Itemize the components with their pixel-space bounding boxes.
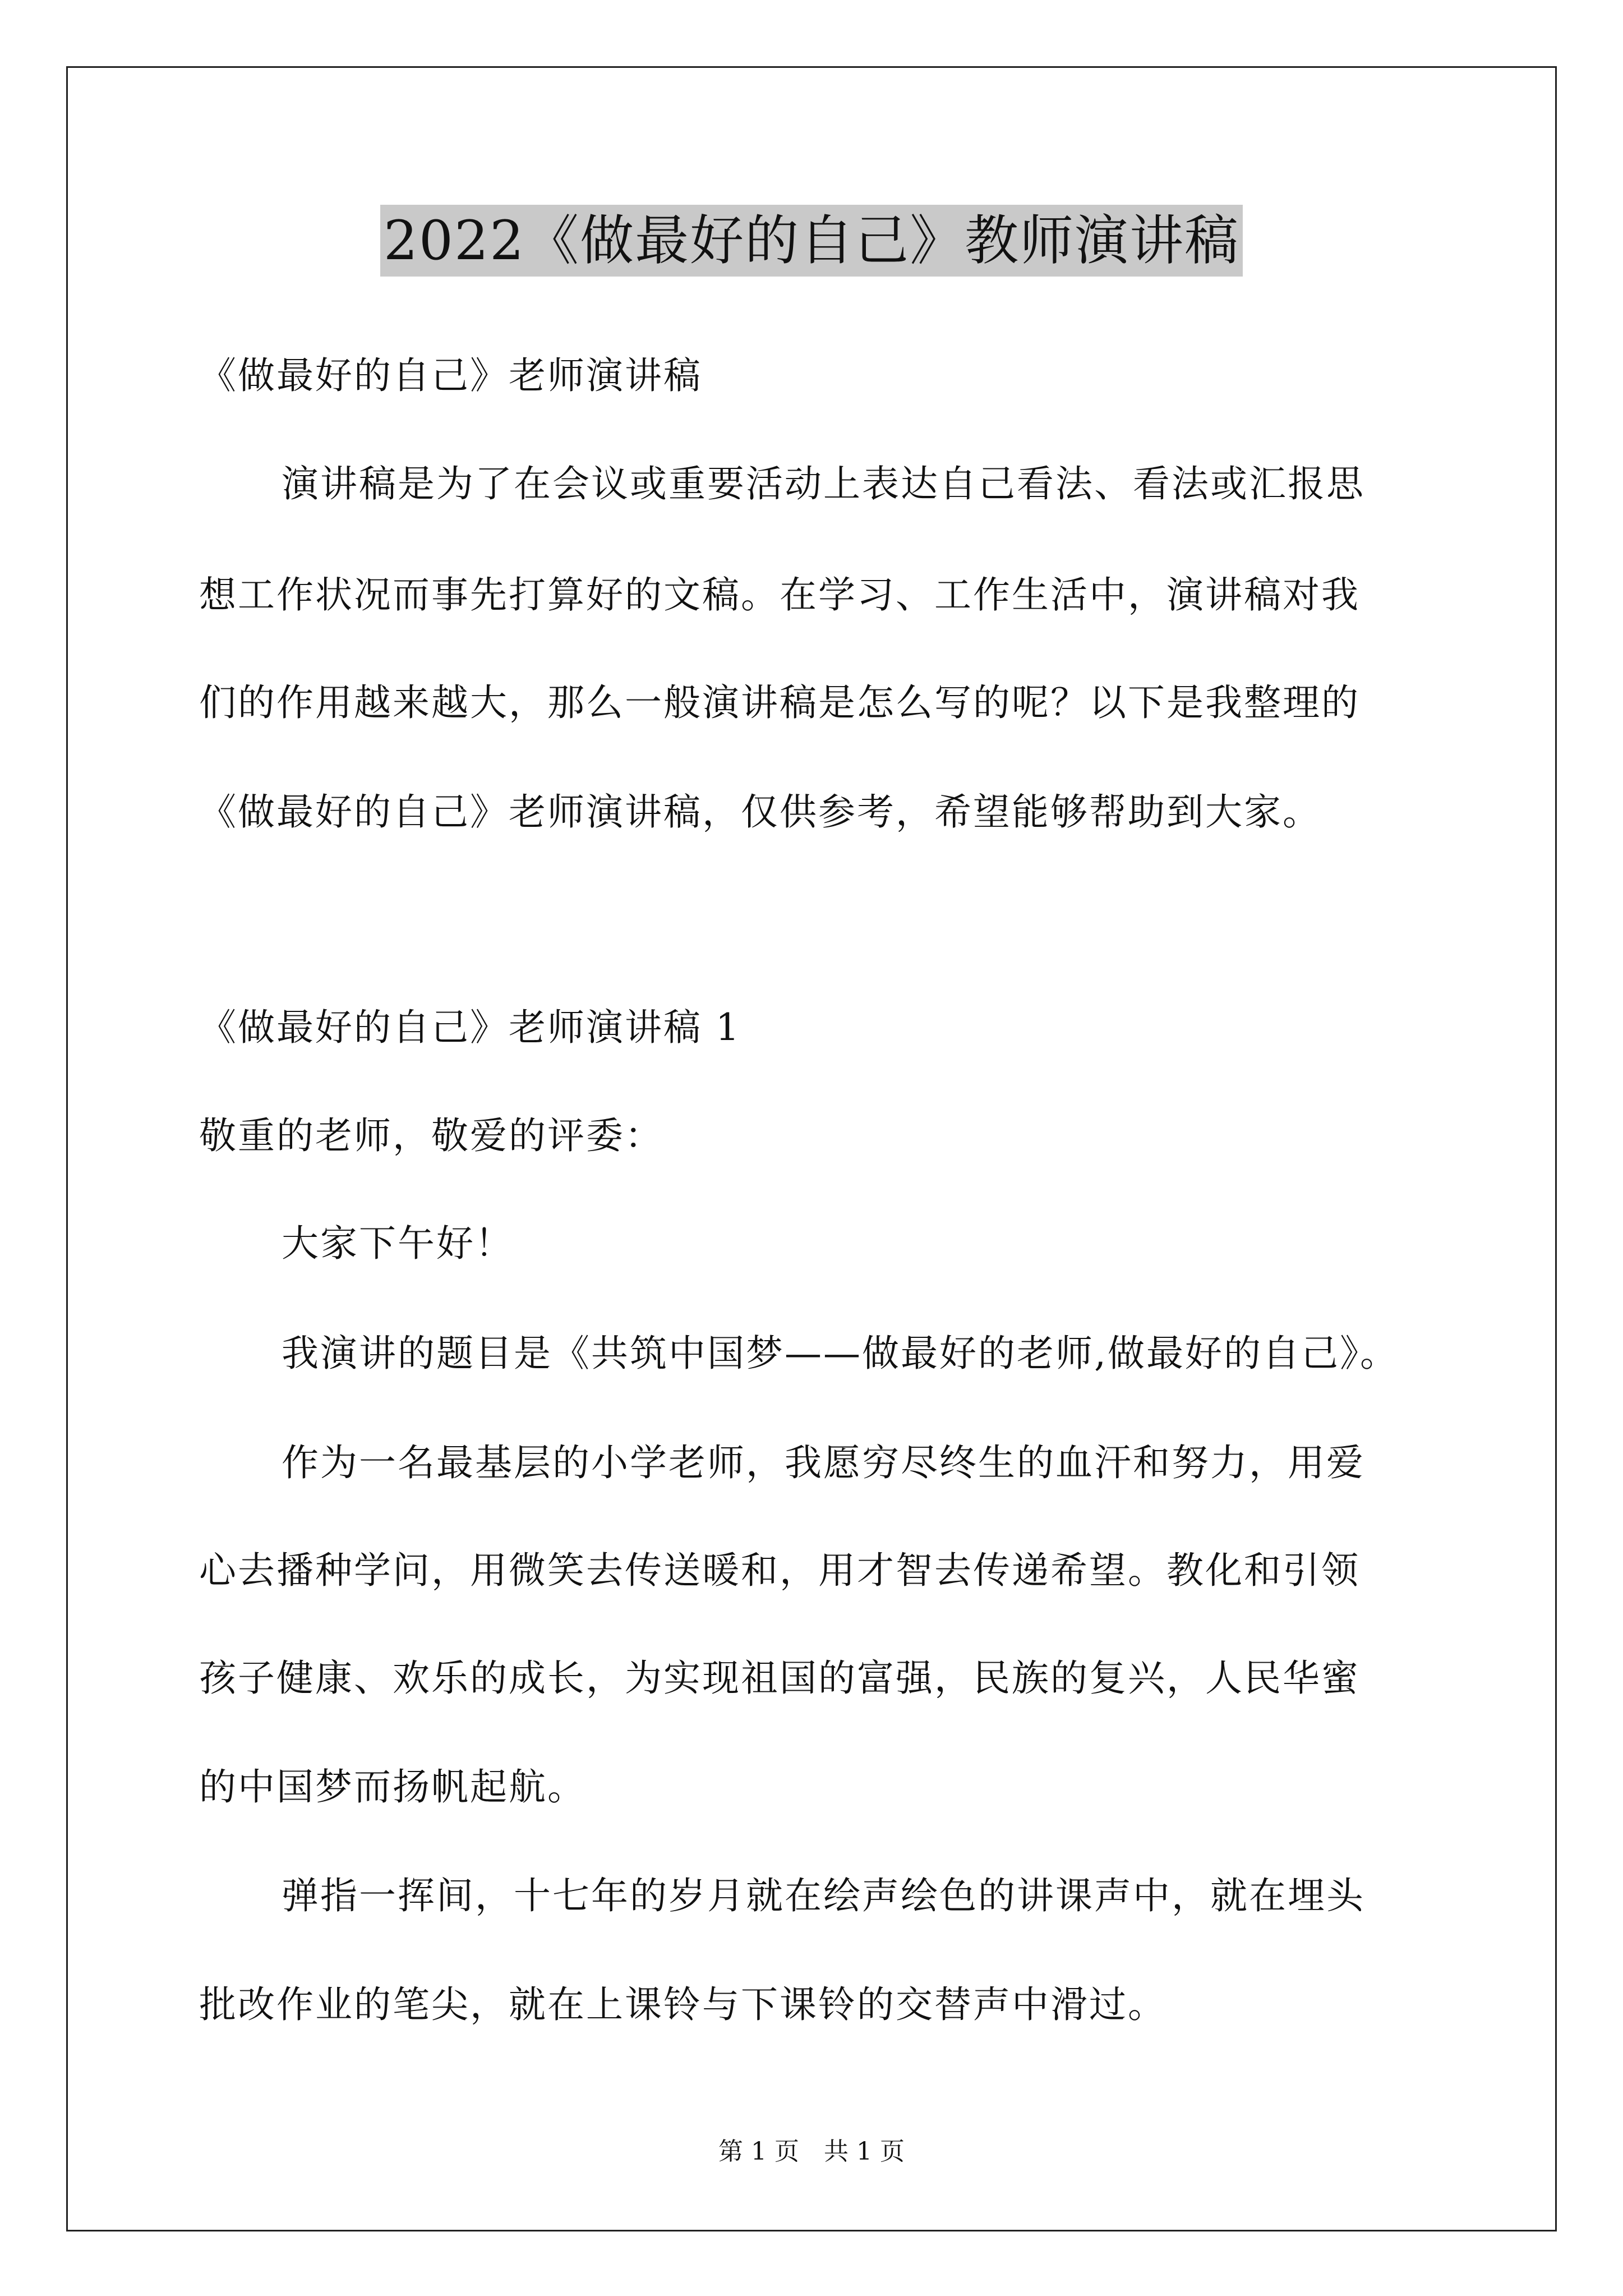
- intro-line-3: 们的作用越来越大，那么一般演讲稿是怎么写的呢？以下是我整理的: [199, 681, 1360, 724]
- intro-line-4: 《做最好的自己》老师演讲稿，仅供参考，希望能够帮助到大家。: [199, 790, 1321, 834]
- paragraph-1-line-3: 孩子健康、欢乐的成长，为实现祖国的富强，民族的复兴，人民华蜜: [199, 1657, 1360, 1700]
- greeting: 大家下午好！: [282, 1222, 514, 1265]
- document-title-text: 2022《做最好的自己》教师演讲稿: [380, 205, 1243, 277]
- paragraph-1-line-2: 心去播种学问，用微笑去传送暖和，用才智去传递希望。教化和引领: [199, 1549, 1360, 1592]
- intro-line-1: 演讲稿是为了在会议或重要活动上表达自己看法、看法或汇报思: [282, 462, 1365, 505]
- section-heading: 《做最好的自己》老师演讲稿 1: [199, 1006, 741, 1049]
- page-number-footer: 第 1 页 共 1 页: [718, 2137, 905, 2166]
- paragraph-2-line-1: 弹指一挥间，十七年的岁月就在绘声绘色的讲课声中，就在埋头: [282, 1874, 1365, 1917]
- paragraph-1-line-1: 作为一名最基层的小学老师，我愿穷尽终生的血汗和努力，用爱: [282, 1441, 1365, 1484]
- paragraph-1-line-4: 的中国梦而扬帆起航。: [199, 1765, 586, 1809]
- speech-topic: 我演讲的题目是《共筑中国梦——做最好的老师,做最好的自己》。: [282, 1332, 1399, 1375]
- salutation: 敬重的老师，敬爱的评委：: [199, 1114, 663, 1157]
- paragraph-2-line-2: 批改作业的笔尖，就在上课铃与下课铃的交替声中滑过。: [199, 1983, 1166, 2026]
- document-subtitle: 《做最好的自己》老师演讲稿: [199, 354, 702, 397]
- document-title: [0, 205, 1623, 277]
- intro-line-2: 想工作状况而事先打算好的文稿。在学习、工作生活中，演讲稿对我: [199, 573, 1360, 616]
